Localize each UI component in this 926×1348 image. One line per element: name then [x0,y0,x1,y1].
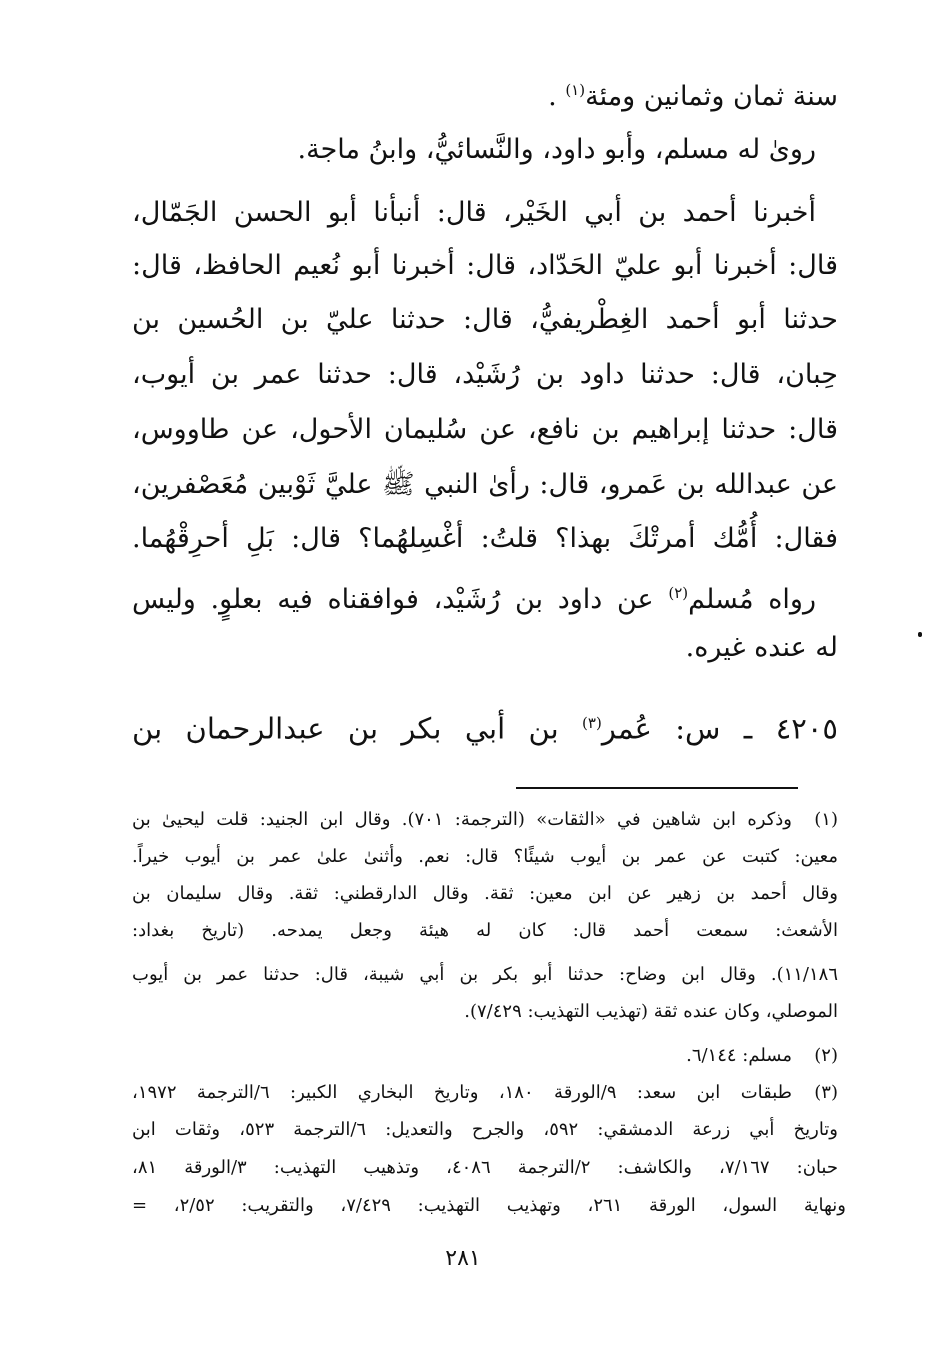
text-line-7: قال: حدثنا إبراهيم بن نافع، عن سُليمان الأحول، عن طاووس، [132,414,838,445]
footnote-3-number: (٣) [814,1082,838,1103]
text-line-1 [132,70,838,117]
margin-mark [918,632,922,637]
text-line-9: فقال: أُمُّك أمرتْكَ بهذا؟ قلتُ: أغْسِلهُما؟ قال: بَلِ أحرِقْهُما. [132,523,838,554]
footnote-ref-2[interactable]: (٢) [668,584,689,602]
footnote-1-line: وذكره ابن شاهين في «الثقات» (الترجمة: ٧٠١). وقال ابن الجنيد: قلت ليحيىٰ بن [132,809,792,830]
footnote-3-line: حبان: ٧/١٦٧، والكاشف: ٢/الترجمة ٤٠٨٦، وتذهيب التهذيب: ٣/الورقة ٨١، [132,1157,838,1178]
text-line-6: حِبان، قال: حدثنا داود بن رُشَيْد، قال: حدثنا عمر بن أيوب، [132,359,838,390]
footnote-1-line: الأشعث: سمعت أحمد قال: كان له هيئة وجعل يمدحه. (تاريخ بغداد: [132,920,838,941]
entry-heading-rest: بن أبي بكر بن عبدالرحمان بن [132,711,583,746]
entry-heading [132,700,838,752]
footnote-1-line: ١١/١٨٦). وقال ابن وضاح: حدثنا أبو بكر بن أبي شيبة، قال: حدثنا عمر بن أيوب [132,964,838,985]
text-line-10-start: رواه مُسلم [688,584,816,615]
footnote-3-line: وتاريخ أبي زرعة الدمشقي: ٥٩٢، والجرح والتعديل: ٦/الترجمة ٥٢٣، وثقات ابن [132,1119,839,1140]
text-line-11: له عنده غيره. [685,632,838,663]
footnote-ref-3[interactable]: (٣) [582,714,602,732]
text-line-1-end: . [548,81,566,112]
footnote-1-line: الموصلي، وكان عنده ثقة (تهذيب التهذيب: ٧/٤٢٩). [464,1001,838,1022]
text-line-3: أخبرنا أحمد بن أبي الخَيْر، قال: أنبأنا أبو الحسن الجَمّال، [132,197,816,228]
footnote-3-line: ونهاية السول، الورقة ٢٦١، وتهذيب التهذيب: ٧/٤٢٩، والتقريب: ٢/٥٢، = [132,1195,846,1216]
text-line-10-rest: عن داود بن رُشَيْد، فوافقناه فيه بعلوٍ. وليس [132,584,669,615]
footnote-1-line: وقال أحمد بن زهير عن ابن معين: ثقة. وقال الدارقطني: ثقة. وقال سليمان بن [132,883,838,904]
footnote-ref-1[interactable]: (١) [565,81,586,99]
footnote-2-number: (٢) [814,1045,838,1066]
footnote-separator [516,787,798,789]
text-line-1-body: سنة ثمان وثمانين ومئة [585,81,838,112]
footnote-3-line: طبقات ابن سعد: ٩/الورقة ١٨٠، وتاريخ البخاري الكبير: ٦/الترجمة ١٩٧٢، [132,1082,792,1103]
text-line-5: حدثنا أبو أحمد الغِطْريفيُّ، قال: حدثنا عليّ بن الحُسين بن [132,304,838,335]
entry-heading-start: ٤٢٠٥ ـ س: عُمر [601,711,838,746]
footnote-2-line: مسلم: ٦/١٤٤. [686,1045,792,1066]
text-line-4: قال: أخبرنا أبو عليّ الحَدّاد، قال: أخبرنا أبو نُعيم الحافظ، قال: [132,250,838,281]
text-line-10 [132,573,816,620]
footnote-1-number: (١) [814,809,838,830]
page-number: ٢٨١ [445,1246,481,1271]
footnote-1-line: معين: كتبت عن عمر بن أيوب شيئًا؟ قال: نعم. وأثنىٰ علىٰ عمر بن أيوب خيراً. [132,846,838,867]
text-line-8: عن عبدالله بن عَمرو، قال: رأىٰ النبي ﷺ عليَّ ثَوْبين مُعَصْفرين، [132,469,838,500]
text-line-2: روىٰ له مسلم، وأبو داود، والنَّسائيُّ، وابنُ ماجة. [297,134,816,165]
